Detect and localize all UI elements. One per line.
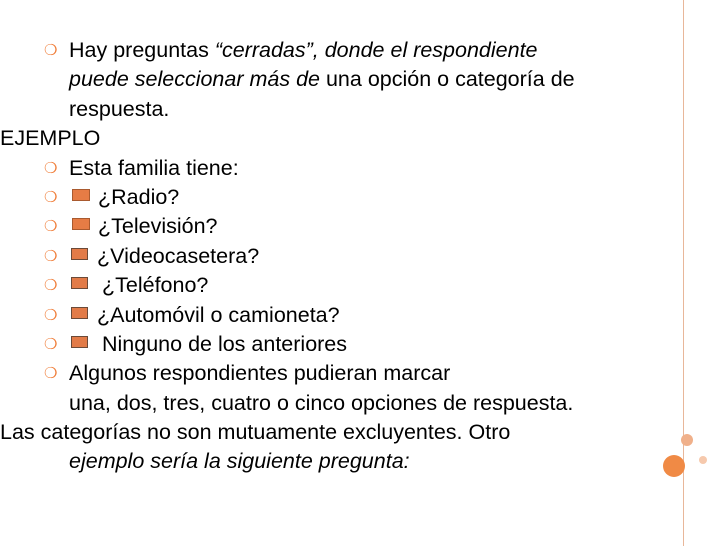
option-label: ¿Videocasetera? [97,243,260,268]
text-italic: ejemplo sería la siguiente pregunta: [69,449,410,474]
bullet-icon: ❍ [44,218,58,236]
bullet-line [44,359,674,388]
decorative-circle-small [699,456,707,464]
text-italic: puede seleccionar más de [69,67,320,92]
bullet-line [44,154,674,183]
option-label: ¿Radio? [98,184,180,209]
option-line [44,242,674,271]
bullet-icon: ❍ [44,188,58,206]
slide-body [0,36,674,477]
bullet-icon: ❍ [44,365,58,383]
option-label: Ninguno de los anteriores [102,331,348,356]
continuation-line [44,389,674,418]
checkbox-square-icon [71,248,88,260]
continuation-line [44,447,674,476]
bullet-icon: ❍ [44,335,58,353]
bullet-icon: ❍ [44,277,58,295]
decorative-circle-large [681,434,693,446]
example-heading: EJEMPLO [0,126,101,151]
checkbox-square-icon [71,336,88,348]
option-line [44,301,674,330]
option-line [44,330,674,359]
text: Esta familia tiene: [69,155,239,180]
heading-line [0,124,674,153]
checkbox-square-icon [72,218,90,230]
checkbox-square-icon [71,307,88,319]
option-line [44,212,674,241]
bullet-icon: ❍ [44,306,58,324]
checkbox-square-icon [72,189,90,201]
text: Algunos respondientes pudieran marcar [69,361,451,386]
option-label: ¿Automóvil o camioneta? [97,302,340,327]
checkbox-square-icon [71,277,88,289]
bullet-icon: ❍ [44,42,58,59]
text: respuesta. [69,96,170,121]
option-line [44,271,674,300]
option-line [44,183,674,212]
text: Hay preguntas [69,38,215,62]
bullet-icon: ❍ [44,159,58,177]
paragraph-line [0,418,674,447]
option-label: ¿Televisión? [98,214,218,239]
bullet-line [44,36,674,65]
continuation-line [44,65,674,94]
continuation-line [44,95,674,124]
text: una, dos, tres, cuatro o cinco opciones de respuesta. [69,390,574,415]
option-label: ¿Teléfono? [102,273,209,298]
text-italic: “cerradas”, donde el respondiente [214,38,538,62]
text: una opción o categoría de [320,67,575,92]
text: Las categorías no son mutuamente excluyentes. Otro [0,420,511,445]
bullet-icon: ❍ [44,247,58,265]
